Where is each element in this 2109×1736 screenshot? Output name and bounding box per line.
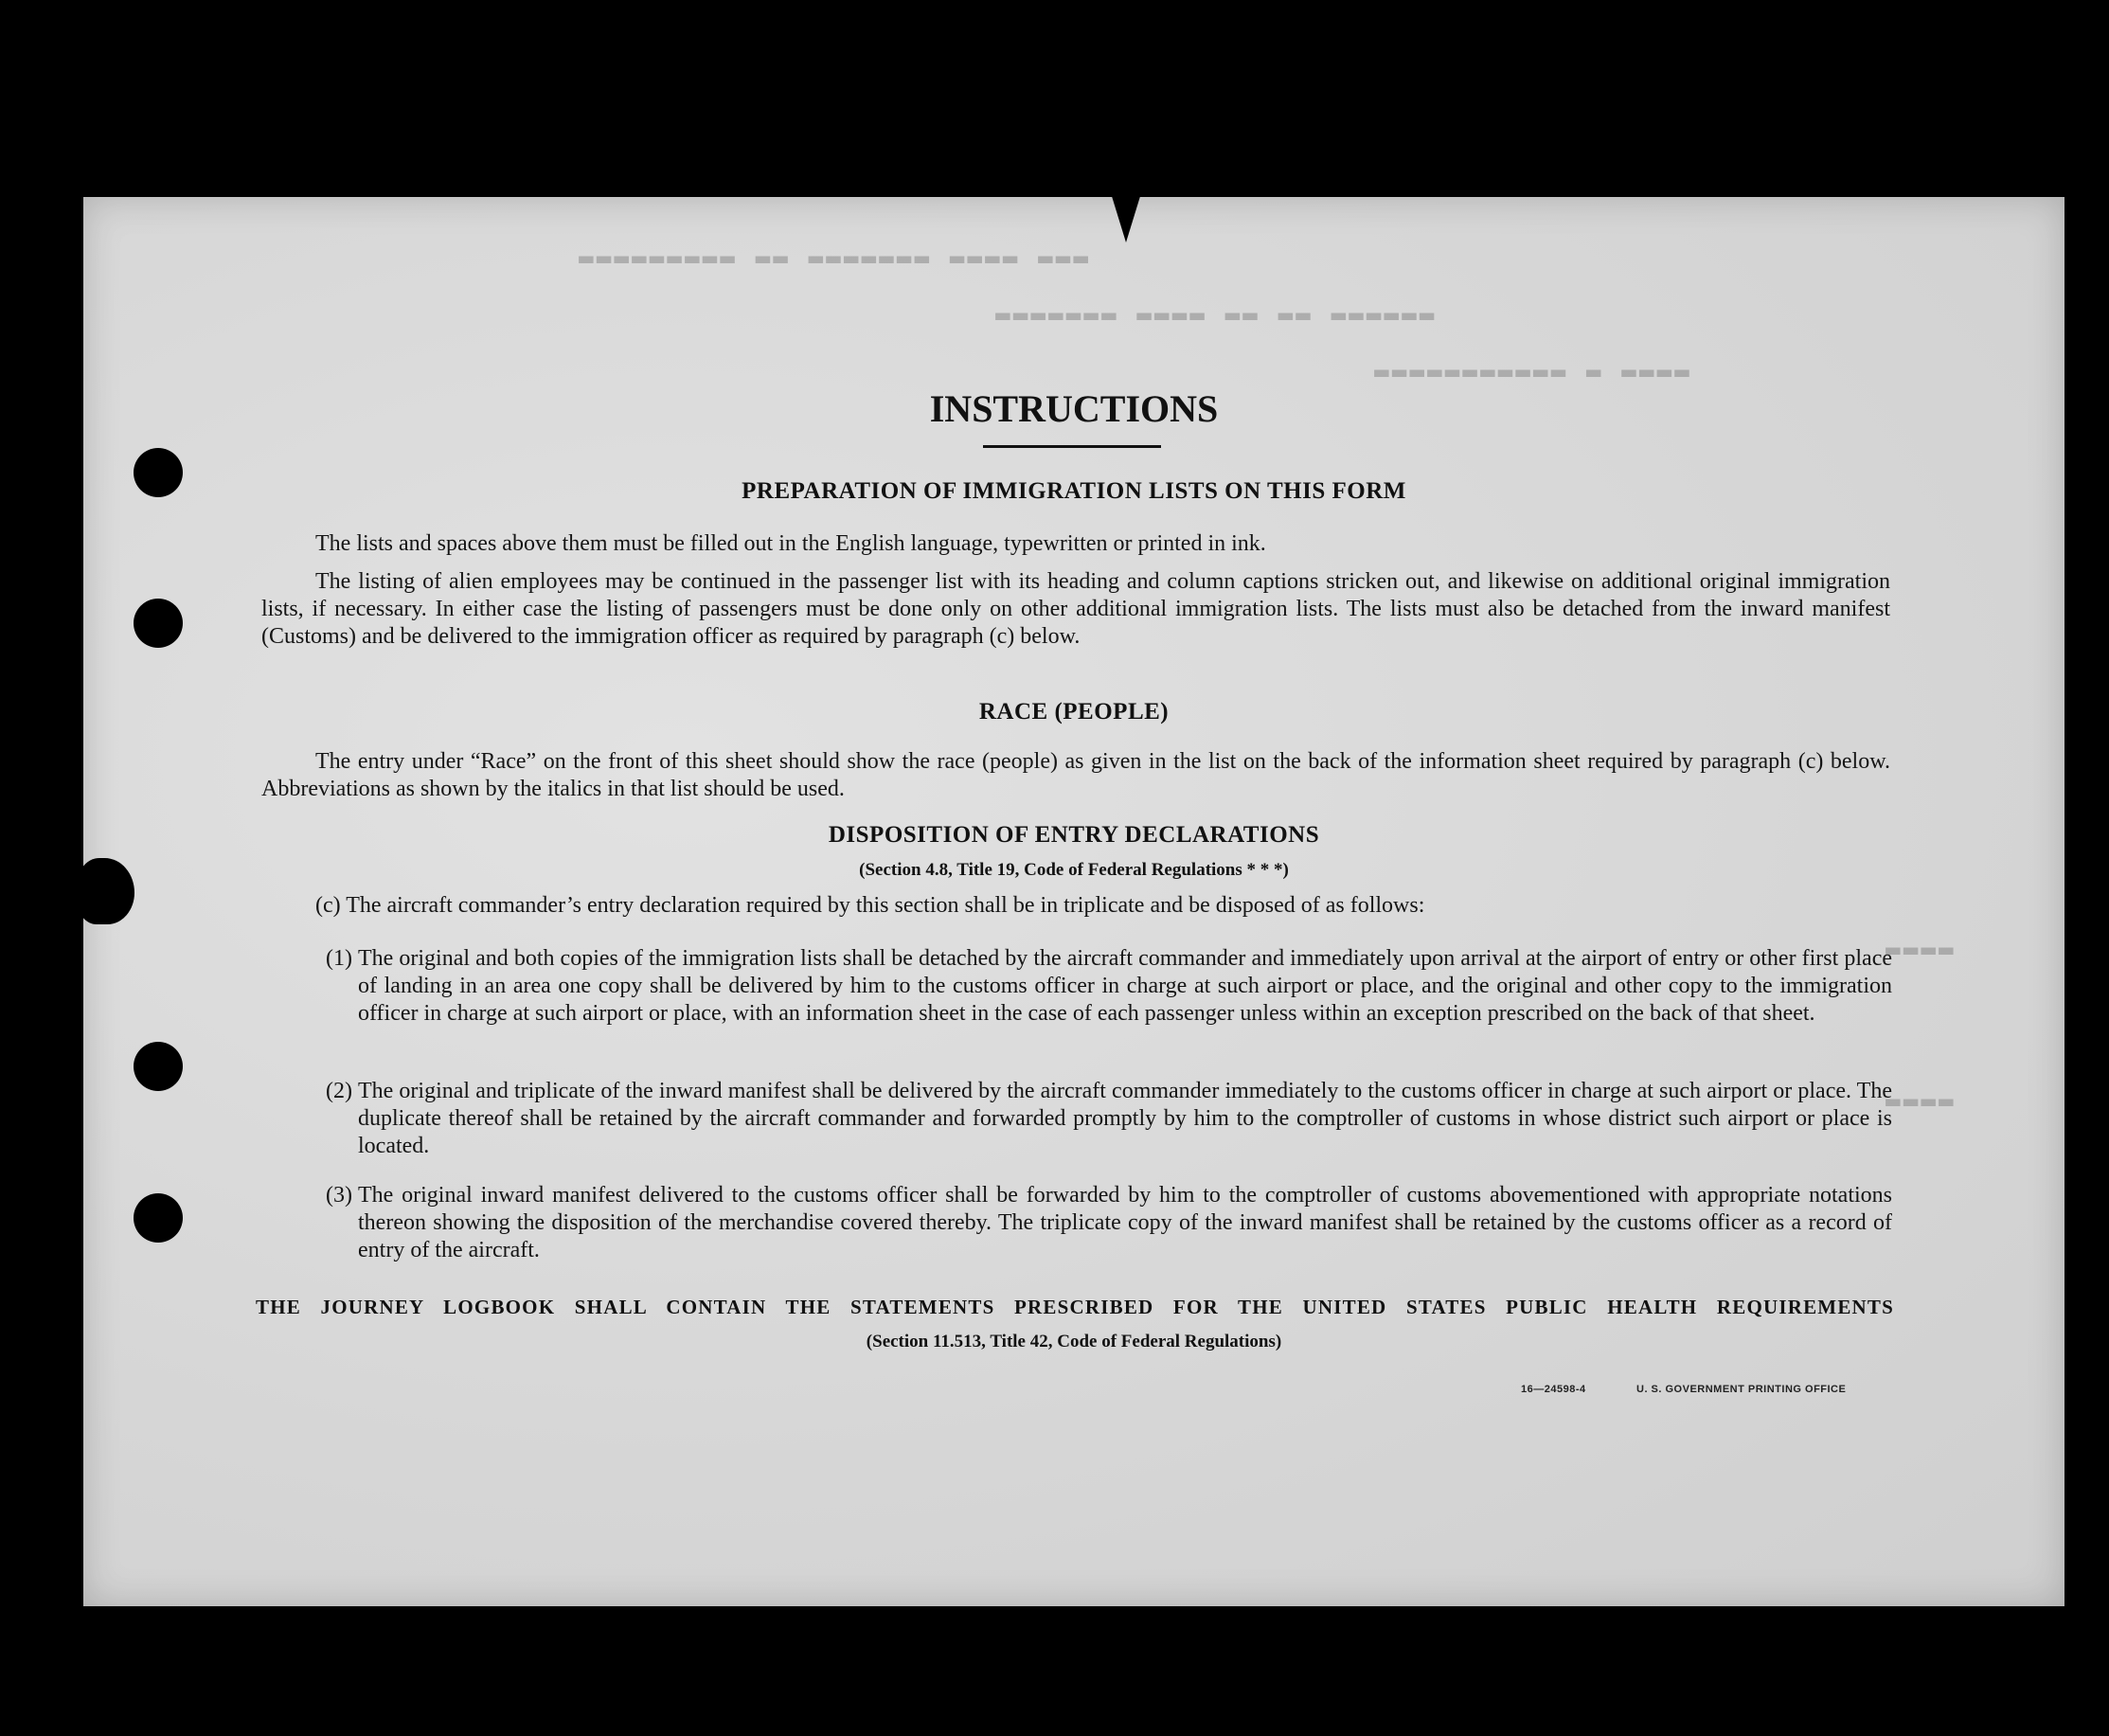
- punch-hole: [134, 1042, 183, 1091]
- title-underline: [983, 445, 1161, 448]
- bleed-through: ▬▬▬ ▬▬▬▬ ▬▬▬▬▬▬▬ ▬▬ ▬▬▬▬▬▬▬▬▬: [576, 244, 1088, 273]
- list-item: [326, 945, 1892, 1028]
- list-item-number: (3): [326, 1183, 352, 1208]
- punch-hole: [134, 1193, 183, 1243]
- list-item-number: (2): [326, 1079, 352, 1103]
- bleed-through: ▬▬▬▬▬▬ ▬▬ ▬▬ ▬▬▬▬ ▬▬▬▬▬▬▬: [992, 301, 1435, 330]
- bleed-through: ▬▬▬▬ ▬ ▬▬▬▬▬▬▬▬▬▬▬: [1371, 358, 1689, 386]
- paragraph-language: The lists and spaces above them must be filled out in the English language, typewritten or printed in ink.: [315, 531, 1266, 556]
- section-heading-race: RACE (PEOPLE): [978, 699, 1170, 725]
- document-sheet: [83, 197, 2064, 1606]
- list-item: [326, 1078, 1892, 1160]
- paper-tear: [1111, 193, 1141, 242]
- bleed-through: ▬▬▬▬: [1883, 1087, 1954, 1116]
- bleed-through: ▬▬▬▬: [1883, 936, 1954, 964]
- disposition-citation: (Section 4.8, Title 19, Code of Federal Regulations * * *): [859, 860, 1289, 880]
- list-item: [326, 1182, 1892, 1264]
- public-health-citation: (Section 11.513, Title 42, Code of Federal Regulations): [866, 1332, 1282, 1351]
- list-item-number: (1): [326, 946, 352, 971]
- form-number: 16—24598-4: [1521, 1384, 1586, 1395]
- punch-hole: [134, 599, 183, 648]
- page-title: INSTRUCTIONS: [929, 387, 1219, 430]
- list-item-text: The original and triplicate of the inward manifest shall be delivered by the aircraft commander immediately to the customs officer in charge at such airport or place. The duplicate thereof shall be retained by the aircraft commander and forwarded promptly by him to the comptroller of customs in whose district such airport or place is located.: [358, 1079, 1892, 1158]
- list-item-text: The original and both copies of the immigration lists shall be detached by the aircraft commander and immediately upon arrival at the airport of entry or other first place of landing in an area one copy shall be delivered by him to the customs officer in charge at such airport or place, and the original and other copy to the immigration officer in charge at such airport or place, with an information sheet in the case of each passenger unless within an exception prescribed on the back of that sheet.: [358, 946, 1892, 1026]
- list-item-text: The original inward manifest delivered to the customs officer shall be forwarded by him to the comptroller of customs abovementioned with appropriate notations thereon showing the disposition of the merchandise covered thereby. The triplicate copy of the inward manifest shall be retained by the customs officer as a record of entry of the aircraft.: [358, 1183, 1892, 1262]
- section-heading-preparation: PREPARATION OF IMMIGRATION LISTS ON THIS FORM: [742, 478, 1406, 504]
- paragraph-alien-employees: The listing of alien employees may be continued in the passenger list with its heading and column captions stricken out, and likewise on additional original immigration lists, if necessary. In either case the listing of passengers must be done only on other additional immigration lists. The lists must also be detached from the inward manifest (Customs) and be delivered to the immigration officer as required by paragraph (c) below.: [261, 569, 1890, 649]
- printer-imprint: U. S. GOVERNMENT PRINTING OFFICE: [1636, 1384, 1847, 1395]
- paragraph-race: The entry under “Race” on the front of this sheet should show the race (people) as given in the list on the back of the information sheet required by paragraph (c) below. Abbreviations as shown by the italics in that list should be used.: [261, 749, 1890, 801]
- section-heading-disposition: DISPOSITION OF ENTRY DECLARATIONS: [828, 822, 1320, 848]
- public-health-statement: THE JOURNEY LOGBOOK SHALL CONTAIN THE STATEMENTS PRESCRIBED FOR THE UNITED STATES PUBLIC HEALTH REQUIREMENTS: [256, 1296, 1894, 1318]
- disposition-intro: (c) The aircraft commander’s entry declaration required by this section shall be in triplicate and be disposed of as follows:: [315, 893, 1425, 918]
